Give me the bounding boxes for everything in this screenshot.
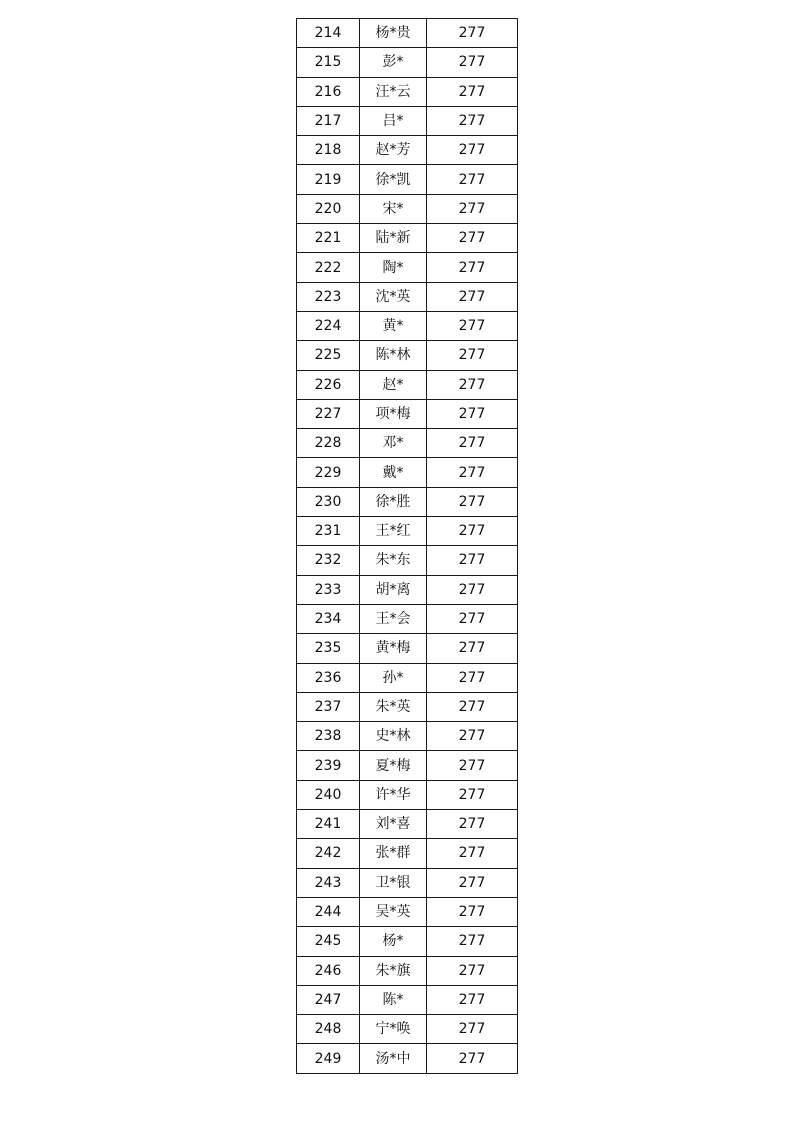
row-number-cell: 220: [297, 194, 360, 223]
name-cell: 朱*英: [360, 692, 427, 721]
table-row: [297, 839, 518, 868]
table-row: [297, 194, 518, 223]
roster-table-body: [297, 19, 518, 1074]
row-number-cell: 236: [297, 663, 360, 692]
value-cell: 277: [427, 604, 518, 633]
name-cell: 汤*中: [360, 1044, 427, 1073]
name-cell: 杨*: [360, 927, 427, 956]
row-number-cell: 248: [297, 1015, 360, 1044]
value-cell: 277: [427, 282, 518, 311]
name-cell: 卫*银: [360, 868, 427, 897]
row-number-cell: 233: [297, 575, 360, 604]
value-cell: 277: [427, 341, 518, 370]
name-cell: 刘*喜: [360, 810, 427, 839]
value-cell: 277: [427, 751, 518, 780]
value-cell: 277: [427, 897, 518, 926]
name-cell: 吕*: [360, 106, 427, 135]
table-row: [297, 429, 518, 458]
table-row: [297, 136, 518, 165]
name-cell: 夏*梅: [360, 751, 427, 780]
name-cell: 戴*: [360, 458, 427, 487]
table-row: [297, 604, 518, 633]
value-cell: 277: [427, 48, 518, 77]
value-cell: 277: [427, 985, 518, 1014]
row-number-cell: 247: [297, 985, 360, 1014]
row-number-cell: 249: [297, 1044, 360, 1073]
table-row: [297, 311, 518, 340]
name-cell: 胡*离: [360, 575, 427, 604]
row-number-cell: 241: [297, 810, 360, 839]
row-number-cell: 218: [297, 136, 360, 165]
row-number-cell: 215: [297, 48, 360, 77]
value-cell: 277: [427, 1015, 518, 1044]
table-row: [297, 282, 518, 311]
value-cell: 277: [427, 634, 518, 663]
name-cell: 宁*唤: [360, 1015, 427, 1044]
row-number-cell: 222: [297, 253, 360, 282]
row-number-cell: 240: [297, 780, 360, 809]
roster-table: [296, 18, 518, 1074]
value-cell: 277: [427, 956, 518, 985]
table-row: [297, 1044, 518, 1073]
table-row: [297, 956, 518, 985]
value-cell: 277: [427, 311, 518, 340]
name-cell: 黄*: [360, 311, 427, 340]
value-cell: 277: [427, 253, 518, 282]
name-cell: 张*群: [360, 839, 427, 868]
name-cell: 吴*英: [360, 897, 427, 926]
value-cell: 277: [427, 663, 518, 692]
row-number-cell: 226: [297, 370, 360, 399]
name-cell: 王*红: [360, 517, 427, 546]
table-row: [297, 253, 518, 282]
table-row: [297, 897, 518, 926]
value-cell: 277: [427, 106, 518, 135]
row-number-cell: 239: [297, 751, 360, 780]
table-row: [297, 927, 518, 956]
row-number-cell: 242: [297, 839, 360, 868]
name-cell: 陈*林: [360, 341, 427, 370]
name-cell: 陈*: [360, 985, 427, 1014]
row-number-cell: 214: [297, 19, 360, 48]
value-cell: 277: [427, 927, 518, 956]
table-row: [297, 1015, 518, 1044]
table-row: [297, 165, 518, 194]
row-number-cell: 231: [297, 517, 360, 546]
table-row: [297, 868, 518, 897]
value-cell: 277: [427, 575, 518, 604]
table-row: [297, 224, 518, 253]
row-number-cell: 228: [297, 429, 360, 458]
value-cell: 277: [427, 692, 518, 721]
name-cell: 邓*: [360, 429, 427, 458]
name-cell: 赵*: [360, 370, 427, 399]
name-cell: 汪*云: [360, 77, 427, 106]
row-number-cell: 246: [297, 956, 360, 985]
value-cell: 277: [427, 722, 518, 751]
name-cell: 徐*凯: [360, 165, 427, 194]
row-number-cell: 230: [297, 487, 360, 516]
table-row: [297, 370, 518, 399]
value-cell: 277: [427, 1044, 518, 1073]
row-number-cell: 235: [297, 634, 360, 663]
value-cell: 277: [427, 868, 518, 897]
row-number-cell: 217: [297, 106, 360, 135]
name-cell: 朱*东: [360, 546, 427, 575]
name-cell: 徐*胜: [360, 487, 427, 516]
value-cell: 277: [427, 165, 518, 194]
row-number-cell: 221: [297, 224, 360, 253]
table-row: [297, 575, 518, 604]
name-cell: 沈*英: [360, 282, 427, 311]
table-row: [297, 985, 518, 1014]
value-cell: 277: [427, 19, 518, 48]
name-cell: 史*林: [360, 722, 427, 751]
name-cell: 孙*: [360, 663, 427, 692]
value-cell: 277: [427, 429, 518, 458]
row-number-cell: 243: [297, 868, 360, 897]
name-cell: 彭*: [360, 48, 427, 77]
table-row: [297, 663, 518, 692]
value-cell: 277: [427, 546, 518, 575]
table-row: [297, 48, 518, 77]
name-cell: 杨*贵: [360, 19, 427, 48]
table-row: [297, 517, 518, 546]
table-row: [297, 692, 518, 721]
table-row: [297, 487, 518, 516]
name-cell: 陶*: [360, 253, 427, 282]
table-row: [297, 399, 518, 428]
row-number-cell: 234: [297, 604, 360, 633]
row-number-cell: 227: [297, 399, 360, 428]
value-cell: 277: [427, 487, 518, 516]
table-row: [297, 341, 518, 370]
row-number-cell: 216: [297, 77, 360, 106]
row-number-cell: 244: [297, 897, 360, 926]
table-row: [297, 106, 518, 135]
row-number-cell: 237: [297, 692, 360, 721]
name-cell: 赵*芳: [360, 136, 427, 165]
row-number-cell: 232: [297, 546, 360, 575]
value-cell: 277: [427, 370, 518, 399]
row-number-cell: 238: [297, 722, 360, 751]
row-number-cell: 225: [297, 341, 360, 370]
value-cell: 277: [427, 839, 518, 868]
value-cell: 277: [427, 136, 518, 165]
row-number-cell: 245: [297, 927, 360, 956]
name-cell: 许*华: [360, 780, 427, 809]
value-cell: 277: [427, 458, 518, 487]
row-number-cell: 223: [297, 282, 360, 311]
table-row: [297, 751, 518, 780]
table-row: [297, 19, 518, 48]
name-cell: 宋*: [360, 194, 427, 223]
value-cell: 277: [427, 194, 518, 223]
table-row: [297, 546, 518, 575]
name-cell: 项*梅: [360, 399, 427, 428]
table-row: [297, 780, 518, 809]
value-cell: 277: [427, 780, 518, 809]
name-cell: 陆*新: [360, 224, 427, 253]
table-row: [297, 77, 518, 106]
table-row: [297, 722, 518, 751]
row-number-cell: 224: [297, 311, 360, 340]
value-cell: 277: [427, 517, 518, 546]
table-row: [297, 458, 518, 487]
row-number-cell: 229: [297, 458, 360, 487]
table-row: [297, 810, 518, 839]
value-cell: 277: [427, 399, 518, 428]
name-cell: 王*会: [360, 604, 427, 633]
value-cell: 277: [427, 77, 518, 106]
name-cell: 黄*梅: [360, 634, 427, 663]
row-number-cell: 219: [297, 165, 360, 194]
name-cell: 朱*旗: [360, 956, 427, 985]
value-cell: 277: [427, 224, 518, 253]
table-row: [297, 634, 518, 663]
value-cell: 277: [427, 810, 518, 839]
